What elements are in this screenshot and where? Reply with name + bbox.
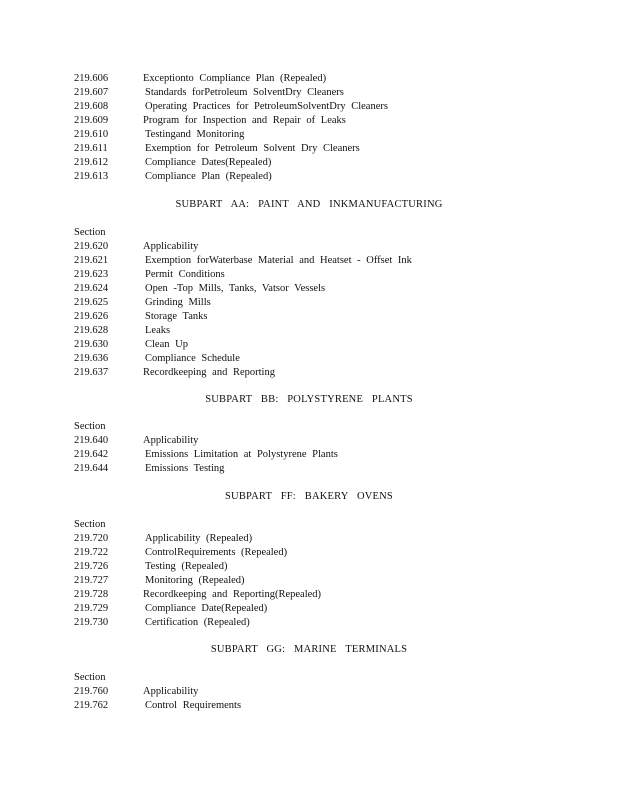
section-title: Open -Top Mills, Tanks, Vatsor Vessels <box>145 283 326 294</box>
list-item <box>0 282 618 296</box>
list-item <box>0 574 618 588</box>
section-title: Compliance Plan (Repealed) <box>145 171 272 182</box>
list-item <box>0 100 618 114</box>
section-number: 219.637 <box>74 367 109 378</box>
section-title: Exemption for Petroleum Solvent Dry Cleaners <box>145 143 360 154</box>
section-number: 219.609 <box>74 115 109 126</box>
list-item <box>0 602 618 616</box>
section-column-label: Section <box>74 421 106 432</box>
list-item <box>0 268 618 282</box>
section-column-label: Section <box>74 227 106 238</box>
section-list-subpart-ff <box>0 518 618 630</box>
subpart-aa-heading: SUBPART AA: PAINT AND INKMANUFACTURING <box>175 199 443 210</box>
section-title: Permit Conditions <box>145 269 225 280</box>
section-list-subpart-gg <box>0 671 618 713</box>
section-number: 219.630 <box>74 339 109 350</box>
section-title: Storage Tanks <box>145 311 208 322</box>
subpart-bb-heading: SUBPART BB: POLYSTYRENE PLANTS <box>205 394 413 405</box>
section-number: 219.720 <box>74 533 109 544</box>
list-item <box>0 685 618 699</box>
list-item <box>0 699 618 713</box>
list-item <box>0 240 618 254</box>
section-title: Certification (Repealed) <box>145 617 250 628</box>
section-number: 219.642 <box>74 449 109 460</box>
list-item <box>0 324 618 338</box>
section-title: Applicability <box>143 435 199 446</box>
section-number: 219.640 <box>74 435 109 446</box>
list-item <box>0 310 618 324</box>
section-list-subpart-aa <box>0 226 618 380</box>
section-title: Emissions Limitation at Polystyrene Plants <box>145 449 338 460</box>
section-title: Applicability (Repealed) <box>145 533 253 544</box>
list-item <box>0 366 618 380</box>
section-number: 219.624 <box>74 283 109 294</box>
section-number: 219.626 <box>74 311 109 322</box>
list-item <box>0 448 618 462</box>
section-title: Recordkeeping and Reporting(Repealed) <box>143 589 322 600</box>
list-item <box>0 338 618 352</box>
section-title: Applicability <box>143 686 199 697</box>
section-column-label: Section <box>74 672 106 683</box>
section-number: 219.644 <box>74 463 109 474</box>
list-item <box>0 170 618 184</box>
section-title: Program for Inspection and Repair of Leaks <box>143 115 346 126</box>
section-number: 219.621 <box>74 255 109 266</box>
section-title: Clean Up <box>145 339 188 350</box>
section-number: 219.728 <box>74 589 109 600</box>
section-title: Testing (Repealed) <box>145 561 228 572</box>
section-number: 219.625 <box>74 297 109 308</box>
section-title: Applicability <box>143 241 199 252</box>
section-number: 219.729 <box>74 603 109 614</box>
list-item <box>0 588 618 602</box>
section-title: Exemption forWaterbase Material and Heatset - Offset Ink <box>145 255 412 266</box>
section-number: 219.623 <box>74 269 109 280</box>
list-item <box>0 72 618 86</box>
section-number: 219.726 <box>74 561 109 572</box>
section-title: Compliance Schedule <box>145 353 240 364</box>
section-title: ControlRequirements (Repealed) <box>145 547 288 558</box>
section-list-subpart-z <box>0 72 618 184</box>
section-number: 219.612 <box>74 157 109 168</box>
list-item <box>0 296 618 310</box>
section-number: 219.613 <box>74 171 109 182</box>
list-item <box>0 114 618 128</box>
section-title: Testingand Monitoring <box>145 129 245 140</box>
list-item <box>0 546 618 560</box>
list-item <box>0 128 618 142</box>
section-number: 219.636 <box>74 353 109 364</box>
section-number: 219.762 <box>74 700 109 711</box>
section-list-subpart-bb <box>0 420 618 476</box>
list-item <box>0 434 618 448</box>
list-item <box>0 254 618 268</box>
section-number: 219.620 <box>74 241 109 252</box>
section-number: 219.610 <box>74 129 109 140</box>
section-number: 219.607 <box>74 87 109 98</box>
section-number: 219.730 <box>74 617 109 628</box>
section-title: Emissions Testing <box>145 463 225 474</box>
list-item <box>0 352 618 366</box>
list-item <box>0 462 618 476</box>
list-item <box>0 86 618 100</box>
subpart-ff-heading: SUBPART FF: BAKERY OVENS <box>225 491 393 502</box>
section-title: Leaks <box>145 325 171 336</box>
section-title: Control Requirements <box>145 700 242 711</box>
section-number: 219.611 <box>74 143 108 154</box>
section-title: Standards forPetroleum SolventDry Cleaners <box>145 87 344 98</box>
list-item <box>0 156 618 170</box>
section-title: Recordkeeping and Reporting <box>143 367 275 378</box>
section-number: 219.727 <box>74 575 109 586</box>
section-title: Compliance Date(Repealed) <box>145 603 268 614</box>
list-item <box>0 142 618 156</box>
list-item <box>0 532 618 546</box>
section-title: Compliance Dates(Repealed) <box>145 157 272 168</box>
list-item <box>0 616 618 630</box>
list-item <box>0 560 618 574</box>
section-number: 219.722 <box>74 547 109 558</box>
section-column-label: Section <box>74 519 106 530</box>
section-number: 219.628 <box>74 325 109 336</box>
section-number: 219.760 <box>74 686 109 697</box>
section-number: 219.608 <box>74 101 109 112</box>
section-title: Operating Practices for PetroleumSolventDry Cleaners <box>145 101 388 112</box>
section-number: 219.606 <box>74 73 109 84</box>
section-title: Grinding Mills <box>145 297 211 308</box>
subpart-gg-heading: SUBPART GG: MARINE TERMINALS <box>210 644 408 655</box>
section-title: Monitoring (Repealed) <box>145 575 245 586</box>
section-title: Exceptionto Compliance Plan (Repealed) <box>143 73 327 84</box>
